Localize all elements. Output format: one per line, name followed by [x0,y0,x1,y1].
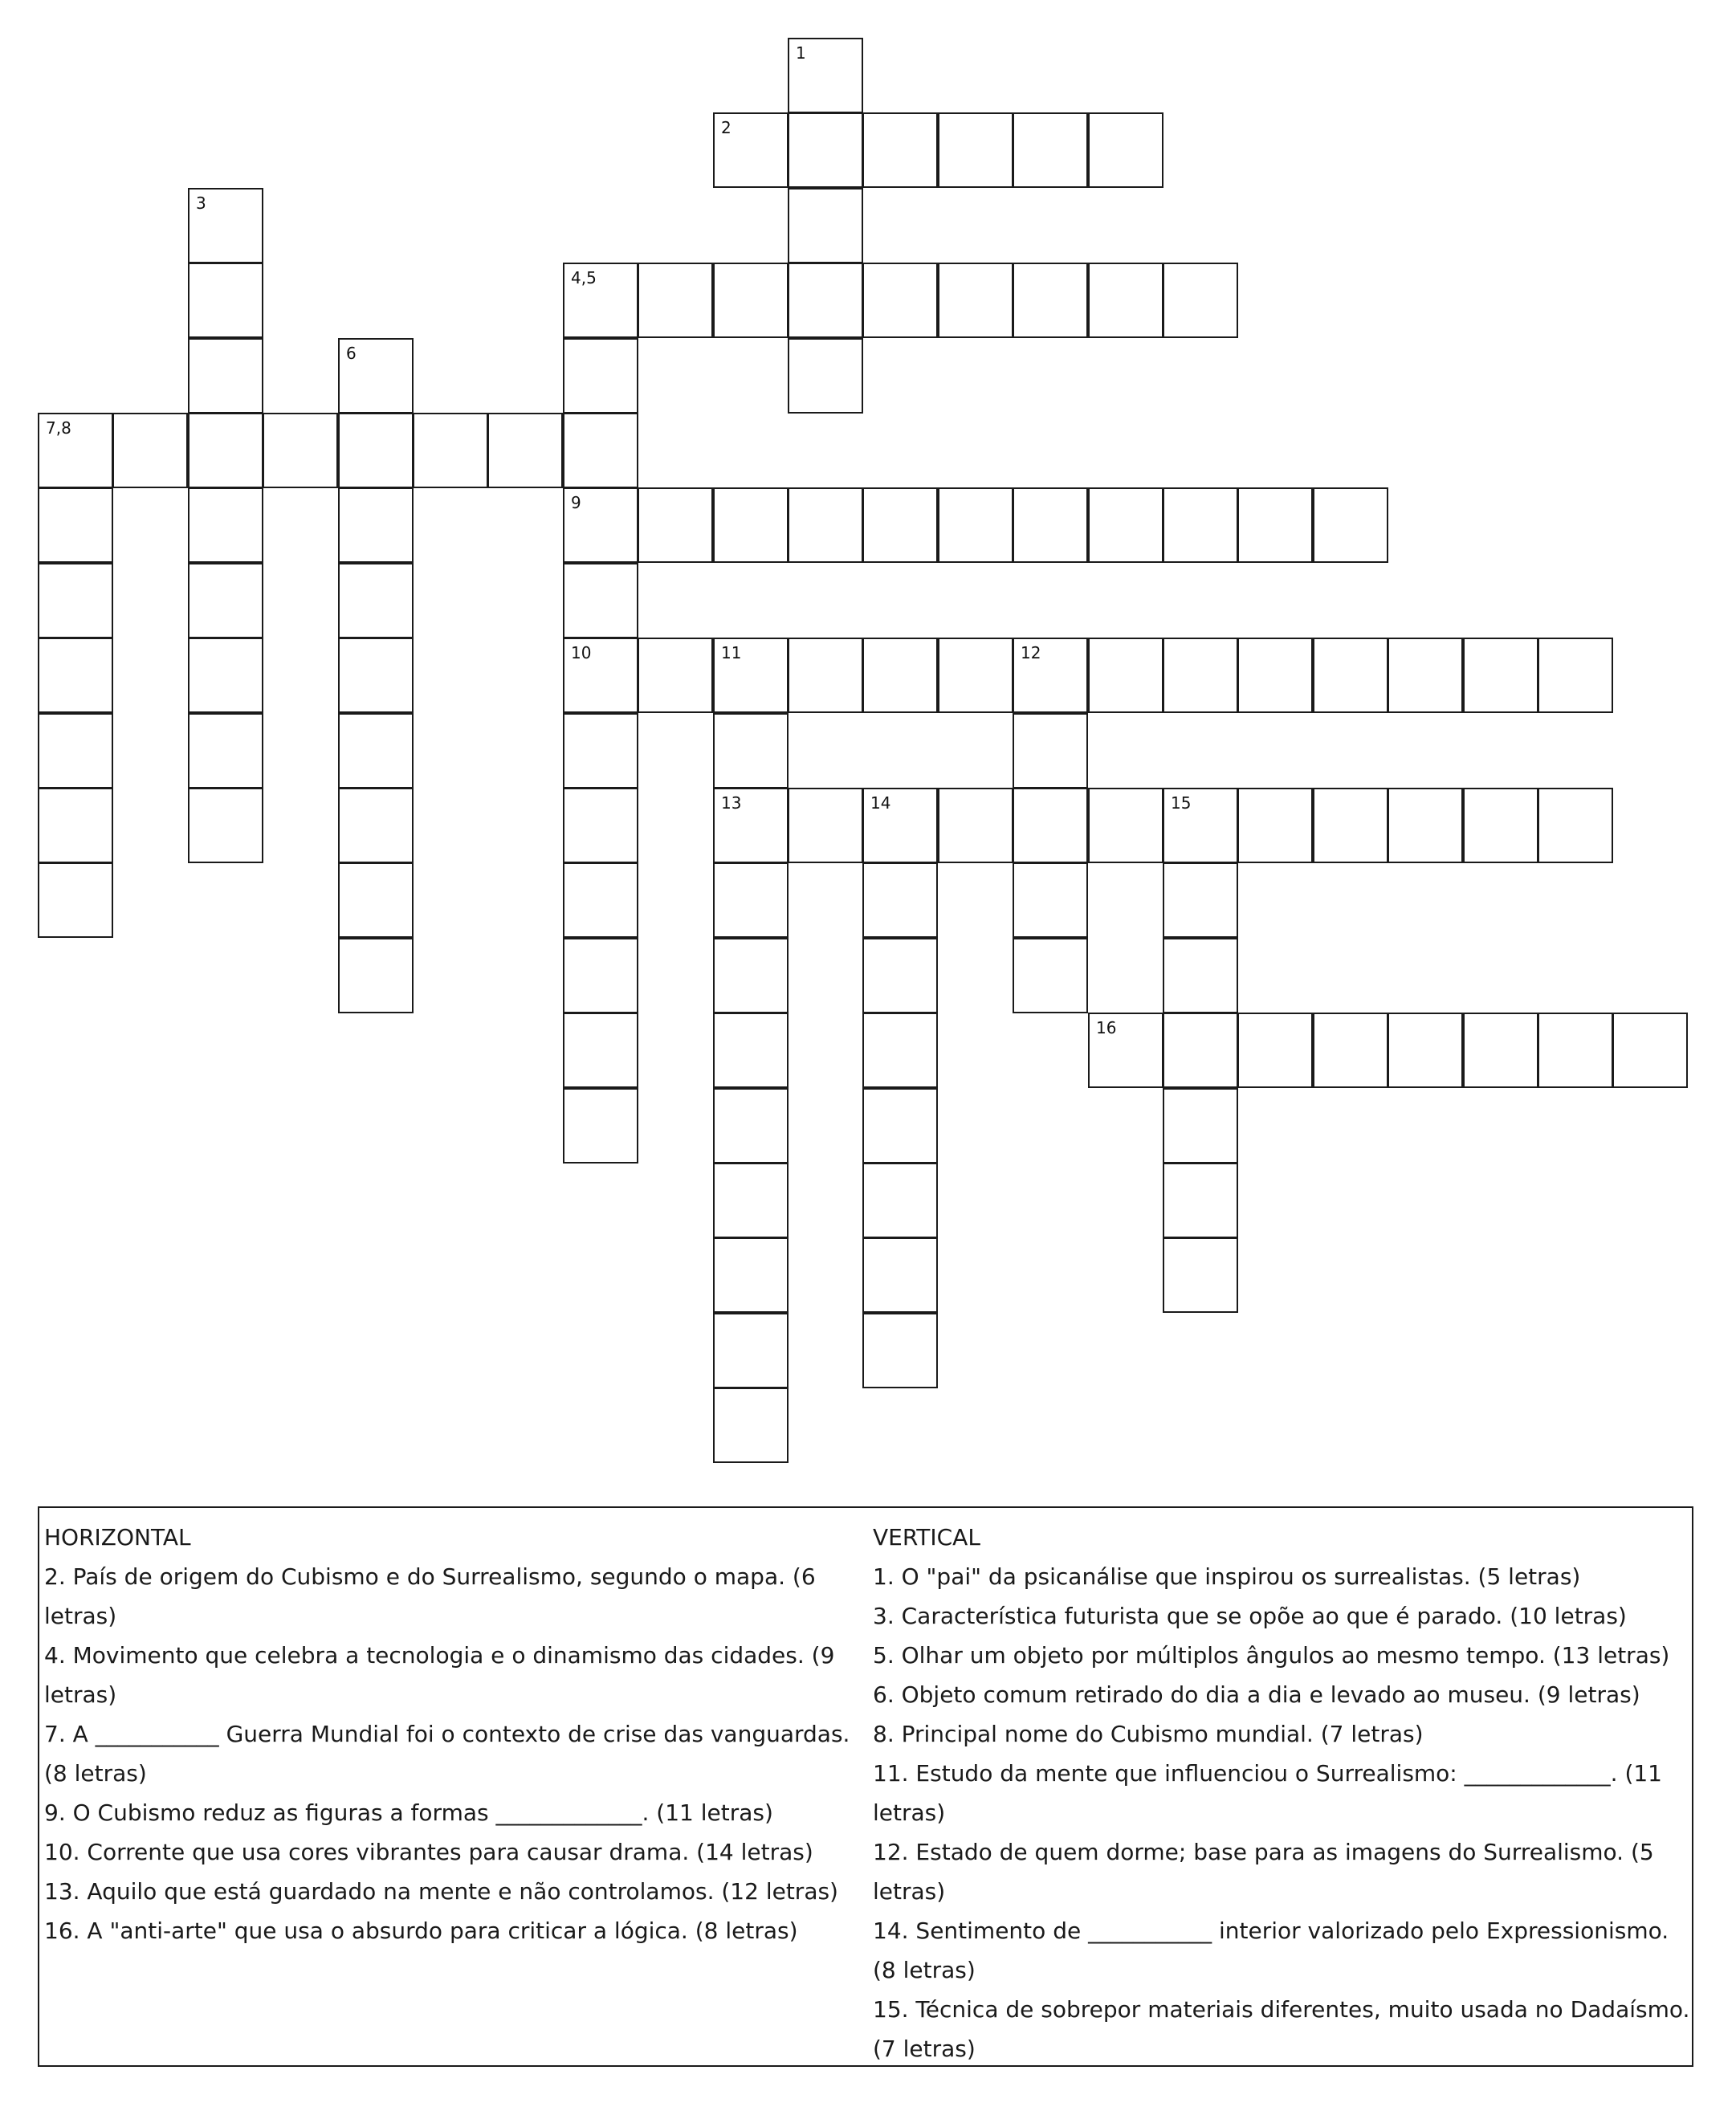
crossword-cell[interactable] [1612,1013,1688,1088]
clues-box [38,1506,1693,2067]
crossword-cell[interactable] [1013,938,1088,1013]
crossword-grid [38,38,1698,1472]
crossword-cell[interactable] [1163,1013,1238,1088]
vertical-clues [873,1518,1692,2068]
clue-number: 4,5 [571,268,597,287]
vertical-clue-5: 5. Olhar um objeto por múltiplos ângulos ao mesmo tempo. (13 letras) [873,1642,1670,1669]
crossword-cell[interactable] [112,413,188,488]
crossword-cell[interactable] [338,788,414,863]
crossword-cell[interactable] [862,862,938,938]
crossword-cell[interactable] [1013,487,1088,563]
horizontal-clues [44,1518,863,1950]
crossword-cell[interactable] [713,862,789,938]
crossword-cell[interactable] [713,938,789,1013]
crossword-cell[interactable] [38,713,113,789]
vertical-clue-8: 8. Principal nome do Cubismo mundial. (7 letras) [873,1721,1424,1747]
crossword-cell[interactable] [1313,638,1388,713]
clue-number: 16 [1096,1018,1117,1037]
horizontal-title: HORIZONTAL [44,1524,191,1551]
crossword-cell[interactable] [1388,1013,1463,1088]
crossword-cell[interactable] [713,1163,789,1238]
crossword-cell[interactable] [638,638,713,713]
crossword-cell[interactable] [938,112,1013,188]
vertical-clue-15: 15. Técnica de sobrepor materiais diferentes, muito usada no Dadaísmo. (7 letras) [873,1996,1690,2062]
crossword-cell[interactable] [563,713,638,789]
crossword-cell[interactable] [188,263,263,338]
crossword-cell[interactable] [788,112,863,188]
crossword-cell[interactable] [862,1163,938,1238]
crossword-cell[interactable] [1013,112,1088,188]
crossword-cell[interactable] [1013,263,1088,338]
crossword-cell[interactable] [1388,788,1463,863]
clue-number: 7,8 [46,418,71,438]
crossword-cell[interactable] [862,938,938,1013]
crossword-cell[interactable] [713,1388,789,1463]
clue-number: 14 [870,793,891,813]
crossword-cell[interactable] [1388,638,1463,713]
clue-number: 6 [346,344,357,363]
crossword-cell[interactable] [338,862,414,938]
crossword-cell[interactable] [862,487,938,563]
crossword-cell[interactable] [713,112,789,188]
crossword-cell[interactable] [563,563,638,638]
clue-number: 1 [796,43,806,63]
crossword-cell[interactable] [338,938,414,1013]
crossword-cell[interactable] [1088,788,1163,863]
crossword-cell[interactable] [188,487,263,563]
crossword-cell[interactable] [862,1237,938,1313]
crossword-cell[interactable] [563,1088,638,1163]
vertical-clue-6: 6. Objeto comum retirado do dia a dia e levado ao museu. (9 letras) [873,1681,1640,1708]
crossword-cell[interactable] [563,1013,638,1088]
crossword-cell[interactable] [862,1088,938,1163]
crossword-cell[interactable] [1237,487,1313,563]
crossword-cell[interactable] [713,638,789,713]
crossword-cell[interactable] [862,1313,938,1388]
crossword-cell[interactable] [1163,1088,1238,1163]
horizontal-clue-9: 9. O Cubismo reduz as figuras a formas _____________. (11 letras) [44,1799,773,1826]
crossword-cell[interactable] [713,1313,789,1388]
crossword-cell[interactable] [788,188,863,263]
crossword-cell[interactable] [1163,1163,1238,1238]
crossword-cell[interactable] [1088,638,1163,713]
crossword-cell[interactable] [38,563,113,638]
crossword-cell[interactable] [38,487,113,563]
crossword-cell[interactable] [188,413,263,488]
crossword-cell[interactable] [938,263,1013,338]
horizontal-clue-7: 7. A ___________ Guerra Mundial foi o contexto de crise das vanguardas. (8 letras) [44,1721,850,1787]
crossword-cell[interactable] [1013,862,1088,938]
clue-number: 9 [571,493,581,512]
horizontal-clue-10: 10. Corrente que usa cores vibrantes para causar drama. (14 letras) [44,1839,813,1865]
crossword-cell[interactable] [1013,788,1088,863]
crossword-cell[interactable] [713,1013,789,1088]
crossword-cell[interactable] [338,713,414,789]
crossword-cell[interactable] [1463,788,1538,863]
crossword-cell[interactable] [188,188,263,263]
crossword-cell[interactable] [1163,487,1238,563]
crossword-cell[interactable] [487,413,563,488]
crossword-cell[interactable] [263,413,338,488]
clue-number: 13 [721,793,742,813]
vertical-clue-1: 1. O "pai" da psicanálise que inspirou os surrealistas. (5 letras) [873,1563,1581,1590]
crossword-cell[interactable] [713,1088,789,1163]
crossword-cell[interactable] [1237,1013,1313,1088]
crossword-cell[interactable] [563,862,638,938]
crossword-cell[interactable] [938,788,1013,863]
crossword-cell[interactable] [638,487,713,563]
horizontal-clue-2: 2. País de origem do Cubismo e do Surrealismo, segundo o mapa. (6 letras) [44,1563,816,1629]
crossword-cell[interactable] [938,487,1013,563]
crossword-cell[interactable] [338,638,414,713]
crossword-cell[interactable] [563,638,638,713]
crossword-cell[interactable] [1013,638,1088,713]
crossword-cell[interactable] [563,938,638,1013]
clue-number: 12 [1021,643,1041,662]
crossword-cell[interactable] [1088,263,1163,338]
crossword-cell[interactable] [1088,487,1163,563]
crossword-cell[interactable] [338,338,414,414]
crossword-cell[interactable] [1313,487,1388,563]
crossword-cell[interactable] [788,263,863,338]
crossword-cell[interactable] [338,487,414,563]
crossword-cell[interactable] [1237,638,1313,713]
crossword-cell[interactable] [1538,1013,1613,1088]
crossword-cell[interactable] [1538,788,1613,863]
crossword-cell[interactable] [788,638,863,713]
crossword-cell[interactable] [1538,638,1613,713]
crossword-cell[interactable] [38,413,113,488]
crossword-cell[interactable] [38,862,113,938]
crossword-cell[interactable] [1463,1013,1538,1088]
clue-number: 3 [196,194,206,213]
crossword-cell[interactable] [713,788,789,863]
crossword-cell[interactable] [1163,263,1238,338]
crossword-cell[interactable] [1088,1013,1163,1088]
crossword-cell[interactable] [563,788,638,863]
crossword-cell[interactable] [862,1013,938,1088]
clue-number: 2 [721,118,731,137]
crossword-cell[interactable] [563,487,638,563]
crossword-cell[interactable] [788,487,863,563]
crossword-cell[interactable] [1313,1013,1388,1088]
crossword-cell[interactable] [188,338,263,414]
vertical-clue-3: 3. Característica futurista que se opõe ao que é parado. (10 letras) [873,1603,1627,1629]
crossword-cell[interactable] [862,112,938,188]
crossword-cell[interactable] [1237,788,1313,863]
crossword-cell[interactable] [788,38,863,113]
crossword-cell[interactable] [862,263,938,338]
crossword-cell[interactable] [338,563,414,638]
crossword-cell[interactable] [38,788,113,863]
crossword-cell[interactable] [713,487,789,563]
crossword-cell[interactable] [713,713,789,789]
crossword-cell[interactable] [862,788,938,863]
horizontal-clue-16: 16. A "anti-arte" que usa o absurdo para criticar a lógica. (8 letras) [44,1917,798,1944]
crossword-cell[interactable] [713,1237,789,1313]
crossword-cell[interactable] [1163,938,1238,1013]
crossword-cell[interactable] [713,263,789,338]
crossword-cell[interactable] [1163,788,1238,863]
crossword-cell[interactable] [1313,788,1388,863]
horizontal-clue-4: 4. Movimento que celebra a tecnologia e o dinamismo das cidades. (9 letras) [44,1642,835,1708]
horizontal-clue-13: 13. Aquilo que está guardado na mente e não controlamos. (12 letras) [44,1878,838,1905]
vertical-clue-12: 12. Estado de quem dorme; base para as imagens do Surrealismo. (5 letras) [873,1839,1654,1905]
crossword-cell[interactable] [338,413,414,488]
vertical-clue-14: 14. Sentimento de ___________ interior valorizado pelo Expressionismo. (8 letras) [873,1917,1669,1983]
crossword-cell[interactable] [563,413,638,488]
crossword-cell[interactable] [188,638,263,713]
vertical-clue-11: 11. Estudo da mente que influenciou o Surrealismo: _____________. (11 letras) [873,1760,1662,1826]
crossword-cell[interactable] [1163,1237,1238,1313]
clue-number: 15 [1171,793,1192,813]
crossword-cell[interactable] [188,788,263,863]
crossword-cell[interactable] [1088,112,1163,188]
crossword-cell[interactable] [188,563,263,638]
vertical-title: VERTICAL [873,1524,980,1551]
crossword-cell[interactable] [1013,713,1088,789]
crossword-cell[interactable] [1163,638,1238,713]
crossword-cell[interactable] [862,638,938,713]
crossword-cell[interactable] [788,788,863,863]
crossword-cell[interactable] [1463,638,1538,713]
crossword-cell[interactable] [638,263,713,338]
crossword-cell[interactable] [563,263,638,338]
crossword-cell[interactable] [413,413,488,488]
clue-number: 11 [721,643,742,662]
clue-number: 10 [571,643,592,662]
crossword-cell[interactable] [188,713,263,789]
crossword-cell[interactable] [938,638,1013,713]
crossword-cell[interactable] [563,338,638,414]
crossword-cell[interactable] [1163,862,1238,938]
crossword-cell[interactable] [788,338,863,414]
crossword-cell[interactable] [38,638,113,713]
